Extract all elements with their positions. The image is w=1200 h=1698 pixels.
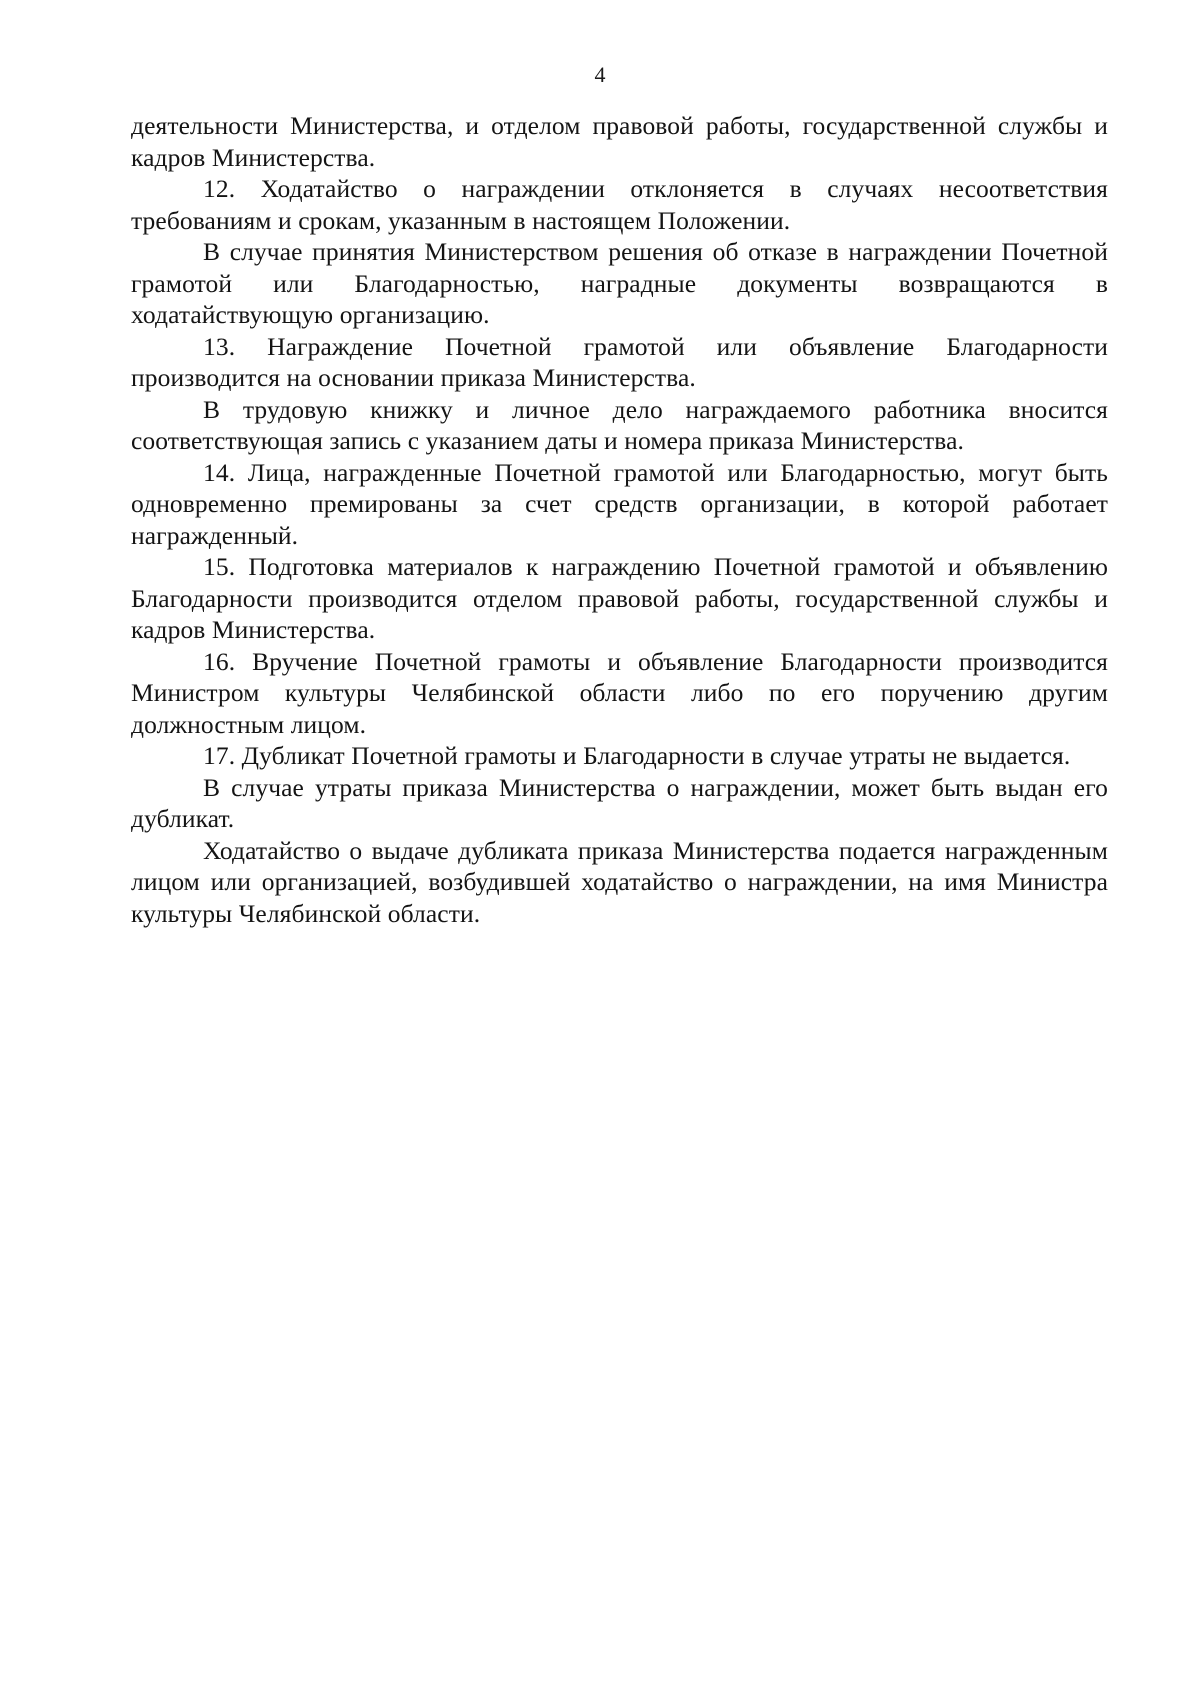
paragraph-13-record: В трудовую книжку и личное дело награждаемого работника вносится соответствующая запись с указанием даты и номера приказа Министерства. xyxy=(131,394,1108,455)
paragraph-17: 17. Дубликат Почетной грамоты и Благодарности в случае утраты не выдается. xyxy=(203,741,1071,770)
paragraph-16: 16. Вручение Почетной грамоты и объявление Благодарности производится Министром культуры Челябинской области либо по его поручению другим должностным лицом. xyxy=(131,646,1108,739)
paragraph-17-petition: Ходатайство о выдаче дубликата приказа Министерства подается награжденным лицом или организацией, возбудившей ходатайство о награждении, на имя Министра культуры Челябинской области. xyxy=(131,835,1108,928)
paragraph-17-duplicate: В случае утраты приказа Министерства о награждении, может быть выдан его дубликат. xyxy=(131,772,1108,833)
paragraph-15: 15. Подготовка материалов к награждению Почетной грамотой и объявлению Благодарности производится отделом правовой работы, государственной службы и кадров Министерства. xyxy=(131,552,1108,644)
paragraph-14: 14. Лица, награжденные Почетной грамотой или Благодарностью, могут быть одновременно премированы за счет средств организации, в которой работает награжденный. xyxy=(131,457,1108,550)
paragraph-12: 12. Ходатайство о награждении отклоняется в случаях несоответствия требованиям и срокам, указанным в настоящем Положении. xyxy=(131,174,1108,235)
paragraph-13: 13. Награждение Почетной грамотой или объявление Благодарности производится на основании приказа Министерства. xyxy=(131,331,1108,392)
document-body xyxy=(131,110,1108,929)
paragraph-12-refusal: В случае принятия Министерством решения об отказе в награждении Почетной грамотой или Благодарностью, наградные документы возвращаются в ходатайствующую организацию. xyxy=(131,237,1108,329)
page-number: 4 xyxy=(594,62,606,87)
paragraph-continuation: деятельности Министерства, и отделом правовой работы, государственной службы и кадров Министерства. xyxy=(131,111,1108,172)
